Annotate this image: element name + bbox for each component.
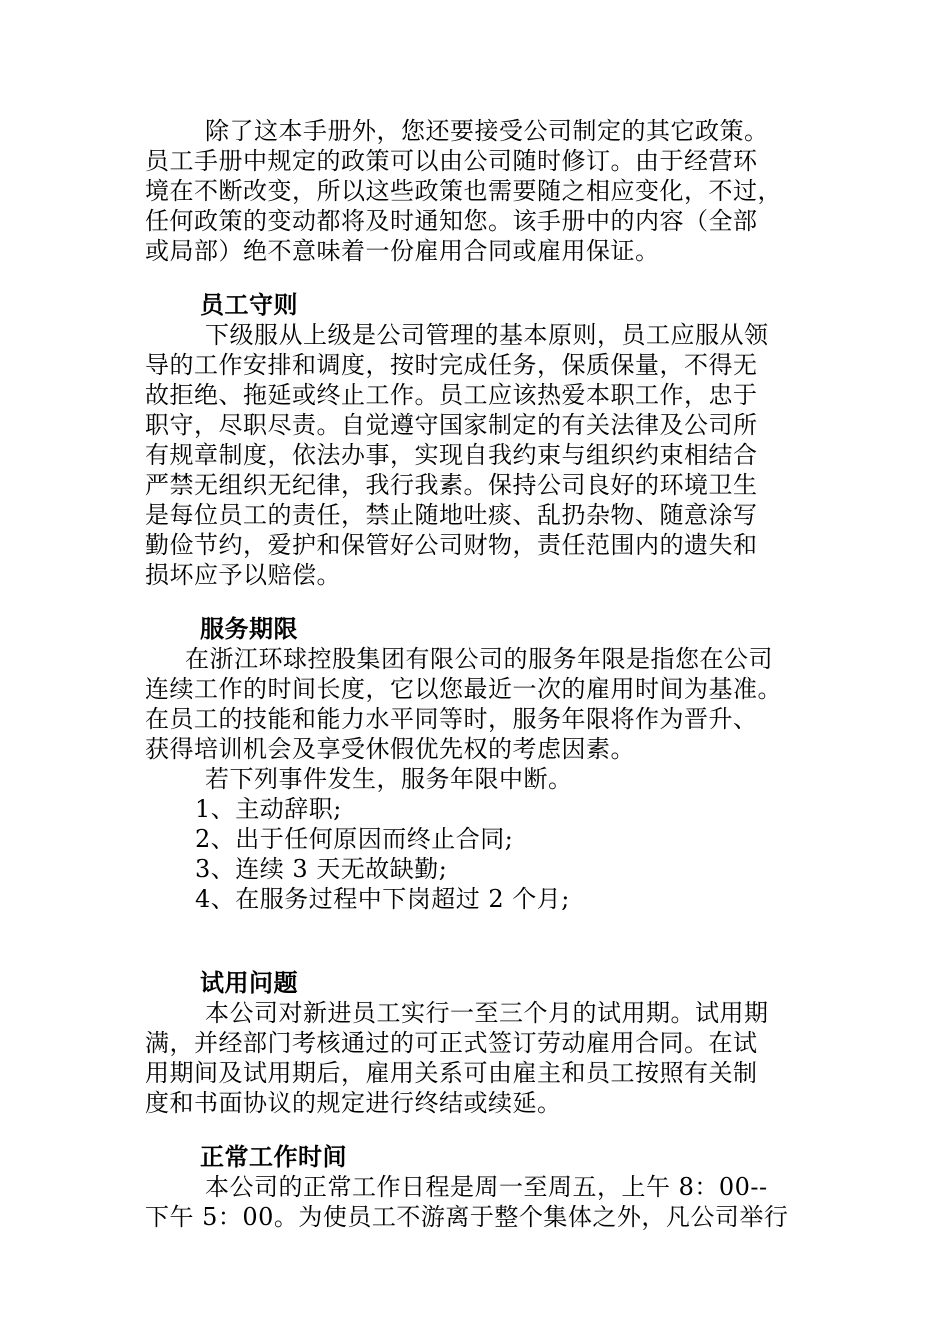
service-list-item-3: 3、连续 3 天无故缺勤;: [195, 855, 448, 883]
conduct-heading: 员工守则: [200, 290, 298, 319]
service-heading: 服务期限: [200, 614, 298, 643]
probation-line-4: 度和书面协议的规定进行终结或续延。: [145, 1089, 562, 1117]
service-line-3: 在员工的技能和能力水平同等时，服务年限将作为晋升、: [145, 705, 758, 733]
service-line-4: 获得培训机会及享受休假优先权的考虑因素。: [145, 735, 635, 763]
conduct-line-5: 有规章制度，依法办事，实现自我约束与组织约束相结合: [145, 441, 758, 469]
service-line-5: 若下列事件发生，服务年限中断。: [205, 765, 573, 793]
conduct-line-4: 职守，尽职尽责。自觉遵守国家制定的有关法律及公司所: [145, 411, 758, 439]
probation-heading: 试用问题: [200, 968, 298, 997]
hours-heading: 正常工作时间: [200, 1142, 347, 1171]
service-list-item-2: 2、出于任何原因而终止合同;: [195, 825, 514, 853]
conduct-line-1: 下级服从上级是公司管理的基本原则，员工应服从领: [205, 321, 769, 349]
service-list-item-1: 1、主动辞职;: [195, 795, 342, 823]
intro-line-3: 境在不断改变，所以这些政策也需要随之相应变化，不过，: [145, 177, 782, 205]
hours-line-2: 下午 5：00。为使员工不游离于整个集体之外，凡公司举行: [145, 1203, 789, 1231]
service-line-2: 连续工作的时间长度，它以您最近一次的雇用时间为基准。: [145, 675, 782, 703]
probation-line-3: 用期间及试用期后，雇用关系可由雇主和员工按照有关制: [145, 1059, 758, 1087]
service-line-1: 在浙江环球控股集团有限公司的服务年限是指您在公司: [185, 645, 773, 673]
service-list-item-4: 4、在服务过程中下岗超过 2 个月;: [195, 885, 570, 913]
conduct-line-3: 故拒绝、拖延或终止工作。员工应该热爱本职工作，忠于: [145, 381, 758, 409]
conduct-line-6: 严禁无组织无纪律，我行我素。保持公司良好的环境卫生: [145, 471, 758, 499]
conduct-line-8: 勤俭节约，爱护和保管好公司财物，责任范围内的遗失和: [145, 531, 758, 559]
intro-line-2: 员工手册中规定的政策可以由公司随时修订。由于经营环: [145, 147, 758, 175]
conduct-line-7: 是每位员工的责任，禁止随地吐痰、乱扔杂物、随意涂写: [145, 501, 758, 529]
intro-line-5: 或局部）绝不意味着一份雇用合同或雇用保证。: [145, 237, 660, 265]
probation-line-2: 满，并经部门考核通过的可正式签订劳动雇用合同。在试: [145, 1029, 758, 1057]
intro-line-1: 除了这本手册外，您还要接受公司制定的其它政策。: [205, 117, 769, 145]
hours-line-1: 本公司的正常工作日程是周一至周五，上午 8：00--: [205, 1173, 768, 1201]
intro-line-4: 任何政策的变动都将及时通知您。该手册中的内容（全部: [145, 207, 758, 235]
conduct-line-2: 导的工作安排和调度，按时完成任务，保质保量，不得无: [145, 351, 758, 379]
conduct-line-9: 损坏应予以赔偿。: [145, 561, 341, 589]
probation-line-1: 本公司对新进员工实行一至三个月的试用期。试用期: [205, 999, 769, 1027]
